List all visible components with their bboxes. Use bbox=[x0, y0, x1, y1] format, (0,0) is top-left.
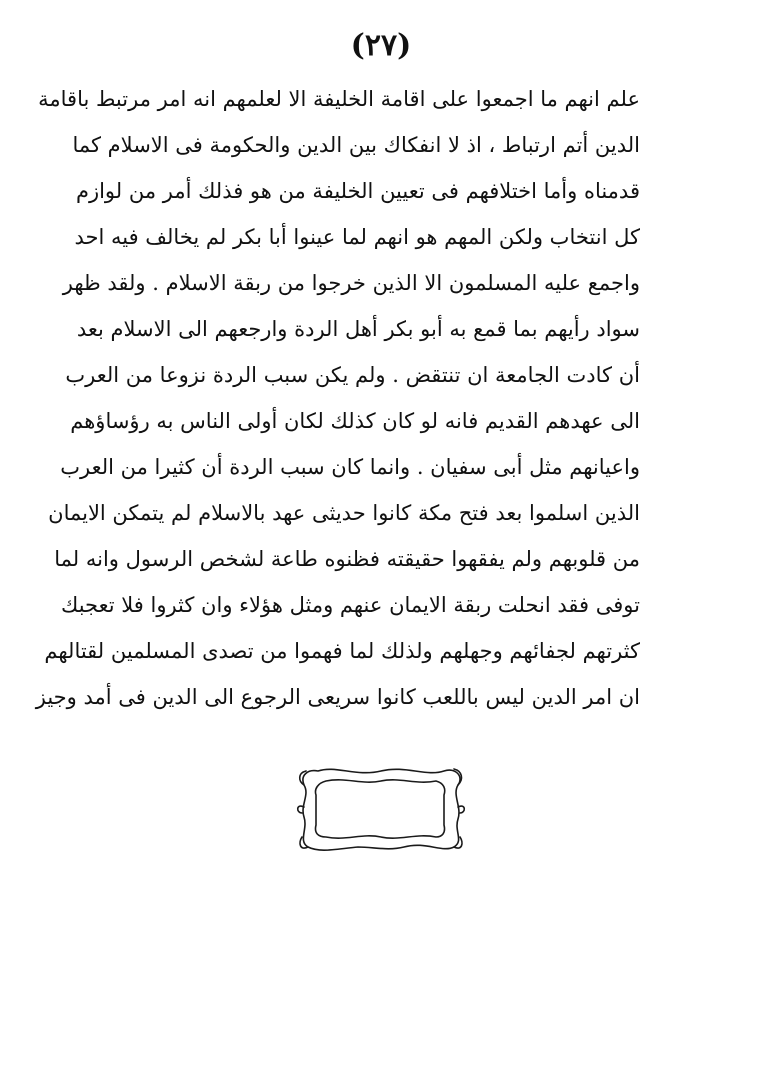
text-line: أن كادت الجامعة ان تنتقض . ولم يكن سبب الردة نزوعا من العرب bbox=[65, 363, 640, 387]
page-number: (٢٧) bbox=[350, 28, 412, 63]
text-line: واجمع عليه المسلمون الا الذين خرجوا من ربقة الاسلام . ولقد ظهر bbox=[62, 271, 640, 295]
text-line: كثرتهم لجفائهم وجهلهم ولذلك لما فهموا من تصدى المسلمين لقتالهم bbox=[44, 639, 640, 663]
text-line: الدين أتم ارتباط ، اذ لا انفكاك بين الدين والحكومة فى الاسلام كما bbox=[72, 133, 640, 157]
text-line: سواد رأيهم بما قمع به أبو بكر أهل الردة وارجعهم الى الاسلام بعد bbox=[76, 317, 640, 341]
text-line: قدمناه وأما اختلافهم فى تعيين الخليفة من هو فذلك أمر من لوازم bbox=[75, 179, 640, 203]
text-line: توفى فقد انحلت ربقة الايمان عنهم ومثل هؤلاء وان كثروا فلا تعجبك bbox=[61, 593, 640, 617]
text-line: واعيانهم مثل أبى سفيان . وانما كان سبب الردة أن كثيرا من العرب bbox=[60, 455, 640, 479]
body-text bbox=[35, 76, 640, 720]
text-line: الذين اسلموا بعد فتح مكة كانوا حديثى عهد بالاسلام لم يتمكن الايمان bbox=[48, 501, 640, 525]
text-line: علم انهم ما اجمعوا على اقامة الخليفة الا لعلمهم انه امر مرتبط باقامة bbox=[38, 87, 640, 111]
text-line: ان امر الدين ليس باللعب كانوا سريعى الرجوع الى الدين فى أمد وجيز bbox=[35, 685, 640, 709]
text-line: من قلوبهم ولم يفقهوا حقيقته فظنوه طاعة لشخص الرسول وانه لما bbox=[54, 547, 640, 571]
text-line: كل انتخاب ولكن المهم هو انهم لما عينوا أبا بكر لم يخالف فيه احد bbox=[74, 225, 640, 249]
text-line: الى عهدهم القديم فانه لو كان كذلك لكان أولى الناس به رؤساؤهم bbox=[70, 409, 640, 433]
decorative-frame-ornament-icon bbox=[296, 763, 466, 853]
